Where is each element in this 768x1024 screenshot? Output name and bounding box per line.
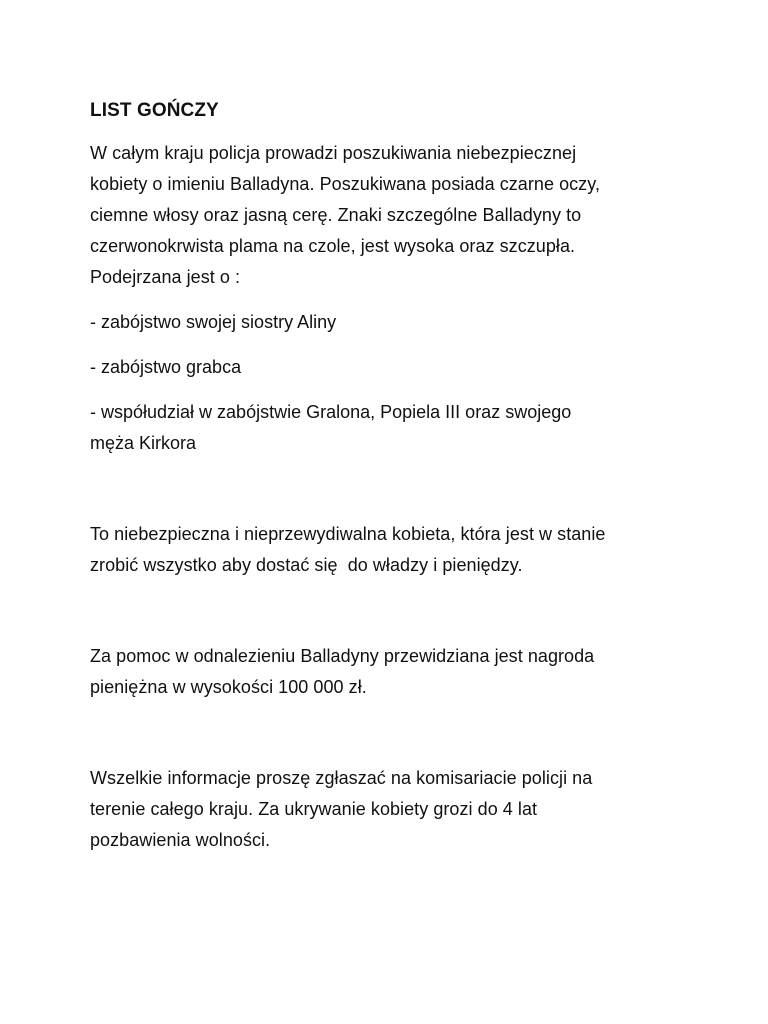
reward-line: Za pomoc w odnalezieniu Balladyny przewidziana jest nagroda xyxy=(90,646,595,666)
document-page xyxy=(90,96,690,856)
charge-line: - współudział w zabójstwie Gralona, Popiela III oraz swojego xyxy=(90,402,572,422)
warning-line: To niebezpieczna i nieprzewydiwalna kobieta, która jest w stanie xyxy=(90,524,606,544)
charge-item-3 xyxy=(90,397,690,459)
intro-paragraph xyxy=(90,138,690,293)
charge-line: męża Kirkora xyxy=(90,433,197,453)
reward-line: pieniężna w wysokości 100 000 zł. xyxy=(90,677,367,697)
contact-paragraph xyxy=(90,763,690,856)
charge-item-2 xyxy=(90,352,690,383)
contact-line: pozbawienia wolności. xyxy=(90,830,271,850)
intro-line: Podejrzana jest o : xyxy=(90,267,241,287)
intro-line: czerwonokrwista plama na czole, jest wysoka oraz szczupła. xyxy=(90,236,576,256)
intro-line: kobiety o imieniu Balladyna. Poszukiwana posiada czarne oczy, xyxy=(90,174,600,194)
intro-line: ciemne włosy oraz jasną cerę. Znaki szczególne Balladyny to xyxy=(90,205,582,225)
charge-line: - zabójstwo swojej siostry Aliny xyxy=(90,312,337,332)
charge-line: - zabójstwo grabca xyxy=(90,357,242,377)
document-title: LIST GOŃCZY xyxy=(90,100,219,121)
warning-paragraph xyxy=(90,519,690,581)
contact-line: Wszelkie informacje proszę zgłaszać na komisariacie policji na xyxy=(90,768,593,788)
reward-paragraph xyxy=(90,641,690,703)
warning-line: zrobić wszystko aby dostać się do władzy i pieniędzy. xyxy=(90,555,523,575)
intro-line: W całym kraju policja prowadzi poszukiwania niebezpiecznej xyxy=(90,143,577,163)
contact-line: terenie całego kraju. Za ukrywanie kobiety grozi do 4 lat xyxy=(90,799,538,819)
charge-item-1 xyxy=(90,307,690,338)
